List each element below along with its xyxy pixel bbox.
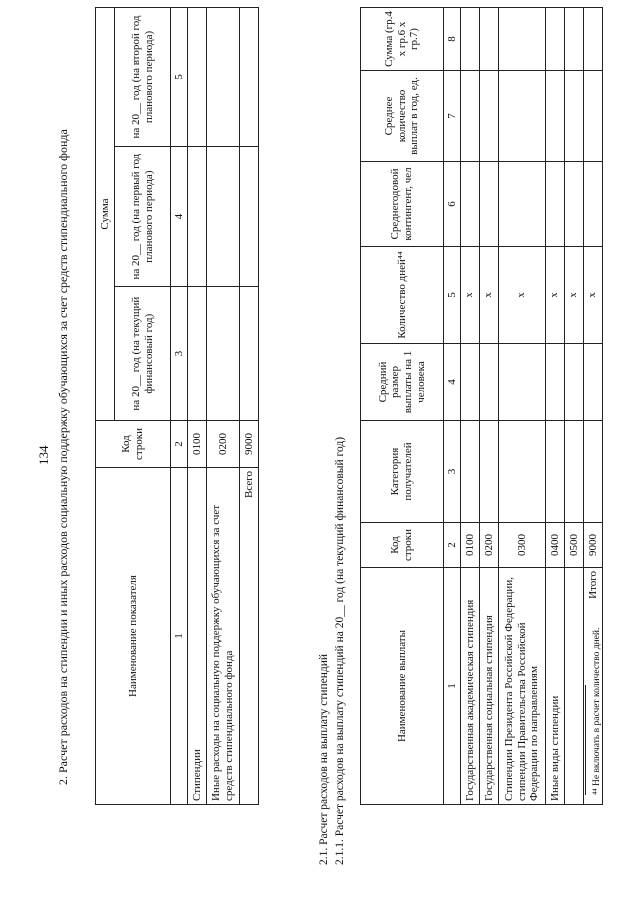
- value-cell[interactable]: [584, 162, 603, 247]
- days-cell: x: [480, 247, 499, 344]
- col-num: 4: [444, 344, 461, 421]
- value-cell[interactable]: [499, 162, 546, 247]
- payment-code: 0300: [499, 523, 546, 568]
- value-cell[interactable]: [499, 344, 546, 421]
- value-cell[interactable]: [546, 71, 565, 162]
- value-cell[interactable]: [565, 71, 584, 162]
- header-code: Код строки: [361, 523, 444, 568]
- row-name: Иные расходы на социальную поддержку обучающихся за счет средств стипендиального фонда: [207, 468, 240, 805]
- footnote: ⁴⁴ Не включать в расчет количество дней.: [592, 627, 602, 795]
- payment-name: [565, 568, 584, 805]
- days-cell: x: [499, 247, 546, 344]
- value-cell[interactable]: [480, 162, 499, 247]
- col-num: 3: [444, 421, 461, 523]
- header-code: Код строки: [96, 421, 171, 468]
- payment-name: Стипендии Президента Российской Федерации, стипендии Правительства Российской Федерации по направлениям: [499, 568, 546, 805]
- header-payments-count: Среднее количество выплат в год, ед.: [361, 71, 444, 162]
- value-cell[interactable]: [480, 71, 499, 162]
- value-cell[interactable]: [546, 8, 565, 71]
- value-cell[interactable]: [240, 287, 259, 421]
- value-cell[interactable]: [584, 421, 603, 523]
- col-num: 2: [444, 523, 461, 568]
- header-contingent: Среднегодовой контингент, чел: [361, 162, 444, 247]
- value-cell[interactable]: [546, 344, 565, 421]
- stipend-table: [360, 7, 603, 805]
- value-cell[interactable]: [240, 146, 259, 286]
- value-cell[interactable]: [207, 287, 240, 421]
- total-label: Итого: [584, 568, 603, 805]
- header-days: Количество дней⁴⁴: [361, 247, 444, 344]
- value-cell[interactable]: [565, 162, 584, 247]
- header-category: Категория получателей: [361, 421, 444, 523]
- value-cell[interactable]: [461, 421, 480, 523]
- value-cell[interactable]: [546, 162, 565, 247]
- value-cell[interactable]: [565, 344, 584, 421]
- col-num: 1: [444, 568, 461, 805]
- col-num: 3: [171, 287, 188, 421]
- total-label: Всего: [240, 468, 259, 805]
- value-cell[interactable]: [188, 146, 207, 286]
- days-cell: x: [461, 247, 480, 344]
- value-cell[interactable]: [584, 344, 603, 421]
- col-num: 5: [444, 247, 461, 344]
- value-cell[interactable]: [546, 421, 565, 523]
- expenses-table: [95, 7, 259, 805]
- col-num: 2: [171, 421, 188, 468]
- value-cell[interactable]: [565, 421, 584, 523]
- payment-name: Государственная академическая стипендия: [461, 568, 480, 805]
- value-cell[interactable]: [480, 421, 499, 523]
- payment-code: 0500: [565, 523, 584, 568]
- col-num: 6: [444, 162, 461, 247]
- header-sum: Сумма (гр.4 х гр.6 х гр.7): [361, 8, 444, 71]
- value-cell[interactable]: [240, 8, 259, 147]
- value-cell[interactable]: [461, 344, 480, 421]
- header-avg-amount: Средний размер выплаты на 1 человека: [361, 344, 444, 421]
- payment-code: 0400: [546, 523, 565, 568]
- value-cell[interactable]: [461, 8, 480, 71]
- header-name: Наименование показателя: [96, 468, 171, 805]
- row-name: Стипендии: [188, 468, 207, 805]
- days-cell: x: [565, 247, 584, 344]
- value-cell[interactable]: [461, 162, 480, 247]
- value-cell[interactable]: [499, 71, 546, 162]
- value-cell[interactable]: [461, 71, 480, 162]
- value-cell[interactable]: [207, 8, 240, 147]
- subsection-2-1: 2.1. Расчет расходов на выплату стипендий: [318, 653, 330, 865]
- value-cell[interactable]: [480, 344, 499, 421]
- footnote-divider: [585, 685, 586, 795]
- days-cell: x: [584, 247, 603, 344]
- payment-name: Иные виды стипендии: [546, 568, 565, 805]
- col-num: 8: [444, 8, 461, 71]
- value-cell[interactable]: [499, 421, 546, 523]
- header-year-2: на 20__ год (на первый год планового периода): [115, 146, 171, 286]
- days-cell: x: [546, 247, 565, 344]
- header-year-3: на 20__ год (на второй год планового периода): [115, 8, 171, 147]
- col-num: 5: [171, 8, 188, 147]
- row-code: 0200: [207, 421, 240, 468]
- subsection-2-1-1: 2.1.1. Расчет расходов на выплату стипендий на 20__ год (на текущий финансовый год): [334, 436, 346, 865]
- value-cell[interactable]: [188, 8, 207, 147]
- col-num: 1: [171, 468, 188, 805]
- header-sum: Сумма: [96, 8, 115, 421]
- value-cell[interactable]: [565, 8, 584, 71]
- value-cell[interactable]: [584, 8, 603, 71]
- row-code: 0100: [188, 421, 207, 468]
- payment-code: 0100: [461, 523, 480, 568]
- payment-name: Государственная социальная стипендия: [480, 568, 499, 805]
- page-number: 134: [36, 445, 51, 465]
- value-cell[interactable]: [207, 146, 240, 286]
- value-cell[interactable]: [499, 8, 546, 71]
- header-year-1: на 20__ год (на текущий финансовый год): [115, 287, 171, 421]
- value-cell[interactable]: [584, 71, 603, 162]
- value-cell[interactable]: [480, 8, 499, 71]
- payment-code: 0200: [480, 523, 499, 568]
- header-payment-name: Наименование выплаты: [361, 568, 444, 805]
- col-num: 7: [444, 71, 461, 162]
- section-2-title: 2. Расчет расходов на стипендии и иных расходов социальную поддержку обучающихся за счет средств стипендиального фонда: [56, 129, 70, 785]
- total-code: 9000: [584, 523, 603, 568]
- value-cell[interactable]: [188, 287, 207, 421]
- col-num: 4: [171, 146, 188, 286]
- total-code: 9000: [240, 421, 259, 468]
